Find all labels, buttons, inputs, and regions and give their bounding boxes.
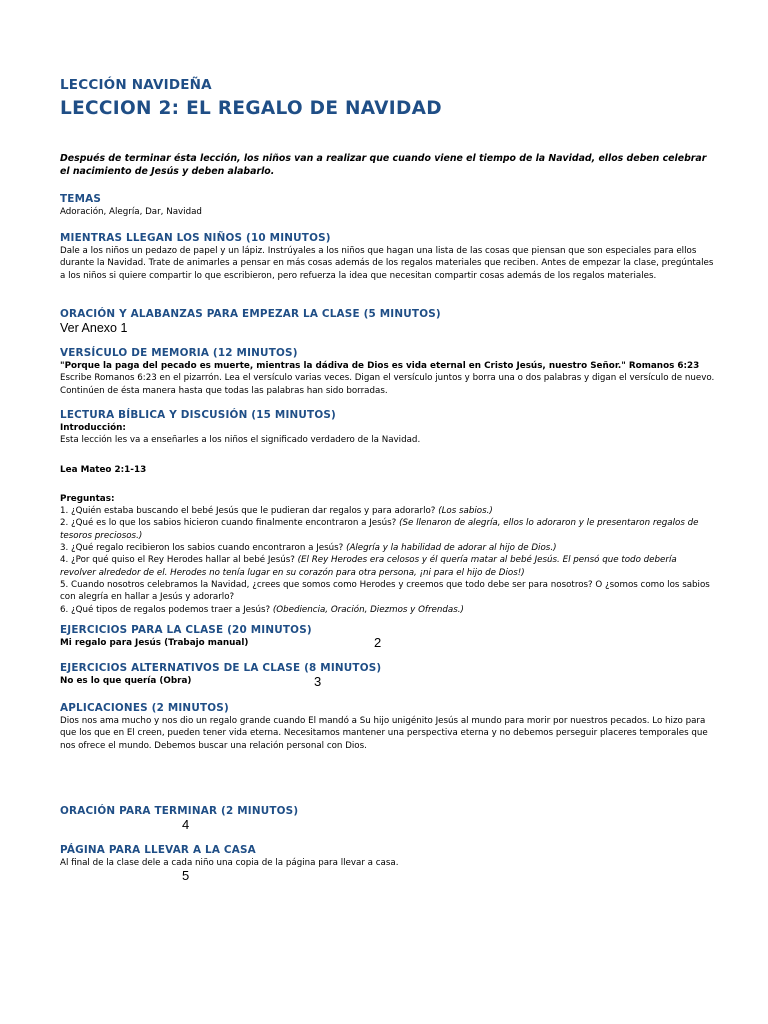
section-text: Escribe Romanos 6:23 en el pizarrón. Lea el versículo varias veces. Digan el versículo juntos y borra una o dos palabras y digan el versículo de nuevo. Continúen de ésta manera hasta que todas las palabras han sido borradas. <box>60 373 715 396</box>
section-llegan <box>60 232 715 282</box>
section-heading: EJERCICIOS PARA LA CLASE (20 MINUTOS) <box>60 624 312 636</box>
lesson-kicker: LECCIÓN NAVIDEÑA <box>60 77 212 93</box>
question-answer: (El Rey Herodes era celosos y él quería matar al bebé Jesús. El pensó que todo debería revolver alrededor de el. Herodes no tenía lugar en su corazón para otra persona, ¡ni para el hijo de Dios!) <box>60 555 677 578</box>
intro-label: Introducción: <box>60 423 126 433</box>
lesson-intro: Después de terminar ésta lección, los niños van a realizar que cuando viene el tiempo de la Navidad, ellos deben celebrar el nacimiento de Jesús y deben alabarlo. <box>60 153 707 177</box>
page-reference-number: 2 <box>374 635 382 650</box>
section-heading: ORACIÓN Y ALABANZAS PARA EMPEZAR LA CLASE (5 MINUTOS) <box>60 308 441 320</box>
question-item: 1. ¿Quién estaba buscando el bebé Jesús que le pudieran dar regalos y para adorarlo? (Los sabios.) <box>60 506 493 517</box>
section-text: Al final de la clase dele a cada niño una copia de la página para llevar a casa. <box>60 858 399 868</box>
section-heading: APLICACIONES (2 MINUTOS) <box>60 702 229 714</box>
section-alternativos <box>60 662 715 687</box>
page-title: LECCION 2: EL REGALO DE NAVIDAD <box>60 98 442 119</box>
section-text: Dale a los niños un pedazo de papel y un lápiz. Instrúyales a los niños que hagan una lista de las cosas que piensan que son especiales para ellos durante la Navidad. Trate de animarles a pensar en más cosas además de los regalos materiales que reciben. Antes de empezar la clase, pregúntales a los niños si quiere compartir lo que escribieron, pero refuerza la idea que necesitan compartir cosas además de los regalos materiales. <box>60 246 714 281</box>
section-heading: VERSÍCULO DE MEMORIA (12 MINUTOS) <box>60 347 298 359</box>
question-answer: (Los sabios.) <box>438 506 493 517</box>
reading-reference: Lea Mateo 2:1-13 <box>60 464 147 475</box>
memory-verse: "Porque la paga del pecado es muerte, mientras la dádiva de Dios es vida eternal en Cristo Jesús, nuestro Señor." Romanos 6:23 <box>60 361 700 371</box>
exercise-title: Mi regalo para Jesús (Trabajo manual) <box>60 638 249 648</box>
section-versiculo <box>60 347 715 397</box>
section-heading: PÁGINA PARA LLEVAR A LA CASA <box>60 844 256 856</box>
exercise-title: No es lo que quería (Obra) <box>60 676 192 686</box>
question-item: 5. Cuando nosotros celebramos la Navidad, ¿crees que somos como Herodes y creemos que todo debe ser para nosotros? O ¿somos como los sabios con alegría en hallar a Jesús y adorarlo? <box>60 579 710 603</box>
section-lectura <box>60 409 715 616</box>
section-ejercicios <box>60 624 715 649</box>
section-text: Adoración, Alegría, Dar, Navidad <box>60 207 202 217</box>
question-item: 2. ¿Qué es lo que los sabios hicieron cuando finalmente encontraron a Jesús? (Se llenaron de alegría, ellos lo adoraron y le presentaron regalos de tesoros preciosos.) <box>60 518 699 541</box>
section-heading: MIENTRAS LLEGAN LOS NIÑOS (10 MINUTOS) <box>60 232 331 244</box>
section-heading: TEMAS <box>60 193 102 205</box>
section-casa <box>60 844 715 869</box>
section-heading: EJERCICIOS ALTERNATIVOS DE LA CLASE (8 MINUTOS) <box>60 662 382 674</box>
question-answer: (Alegría y la habilidad de adorar al hijo de Dios.) <box>346 543 557 554</box>
page-reference-number: 3 <box>314 674 322 689</box>
section-oracion <box>60 308 715 336</box>
section-text: Dios nos ama mucho y nos dio un regalo grande cuando El mandó a Su hijo unigénito Jesús al mundo para morir por nuestros pecados. Lo hizo para que los que en El creen, pueden tener vida eterna. Necesitamos mantener una perspectiva eterna y no debemos perseguir placeres temporales que nos ofrece el mundo. Debemos buscar una relación personal con Dios. <box>60 716 708 751</box>
question-item: 4. ¿Por qué quiso el Rey Herodes hallar al bebé Jesús? (El Rey Herodes era celosos y él quería matar al bebé Jesús. El pensó que todo debería revolver alrededor de el. Herodes no tenía lugar en su corazón para otra persona, ¡ni para el hijo de Dios!) <box>60 555 677 578</box>
intro-text: Esta lección les va a enseñarles a los niños el significado verdadero de la Navidad. <box>60 435 421 446</box>
question-answer: (Obediencia, Oración, Diezmos y Ofrendas.) <box>272 604 464 615</box>
questions-label: Preguntas: <box>60 493 115 504</box>
section-aplicaciones <box>60 702 715 752</box>
question-item: 6. ¿Qué tipos de regalos podemos traer a Jesús? (Obediencia, Oración, Diezmos y Ofrendas.) <box>60 604 464 615</box>
question-item: 3. ¿Qué regalo recibieron los sabios cuando encontraron a Jesús? (Alegría y la habilidad de adorar al hijo de Dios.) <box>60 543 557 554</box>
section-temas <box>60 193 715 218</box>
question-answer: (Se llenaron de alegría, ellos lo adoraron y le presentaron regalos de tesoros preciosos.) <box>60 518 699 541</box>
page-reference-number: 5 <box>182 868 190 883</box>
page-reference-number: 4 <box>182 817 190 832</box>
section-heading: LECTURA BÍBLICA Y DISCUSIÓN (15 MINUTOS) <box>60 409 337 421</box>
annex-reference: Ver Anexo 1 <box>60 321 128 335</box>
section-terminar <box>60 805 715 818</box>
section-heading: ORACIÓN PARA TERMINAR (2 MINUTOS) <box>60 805 299 817</box>
